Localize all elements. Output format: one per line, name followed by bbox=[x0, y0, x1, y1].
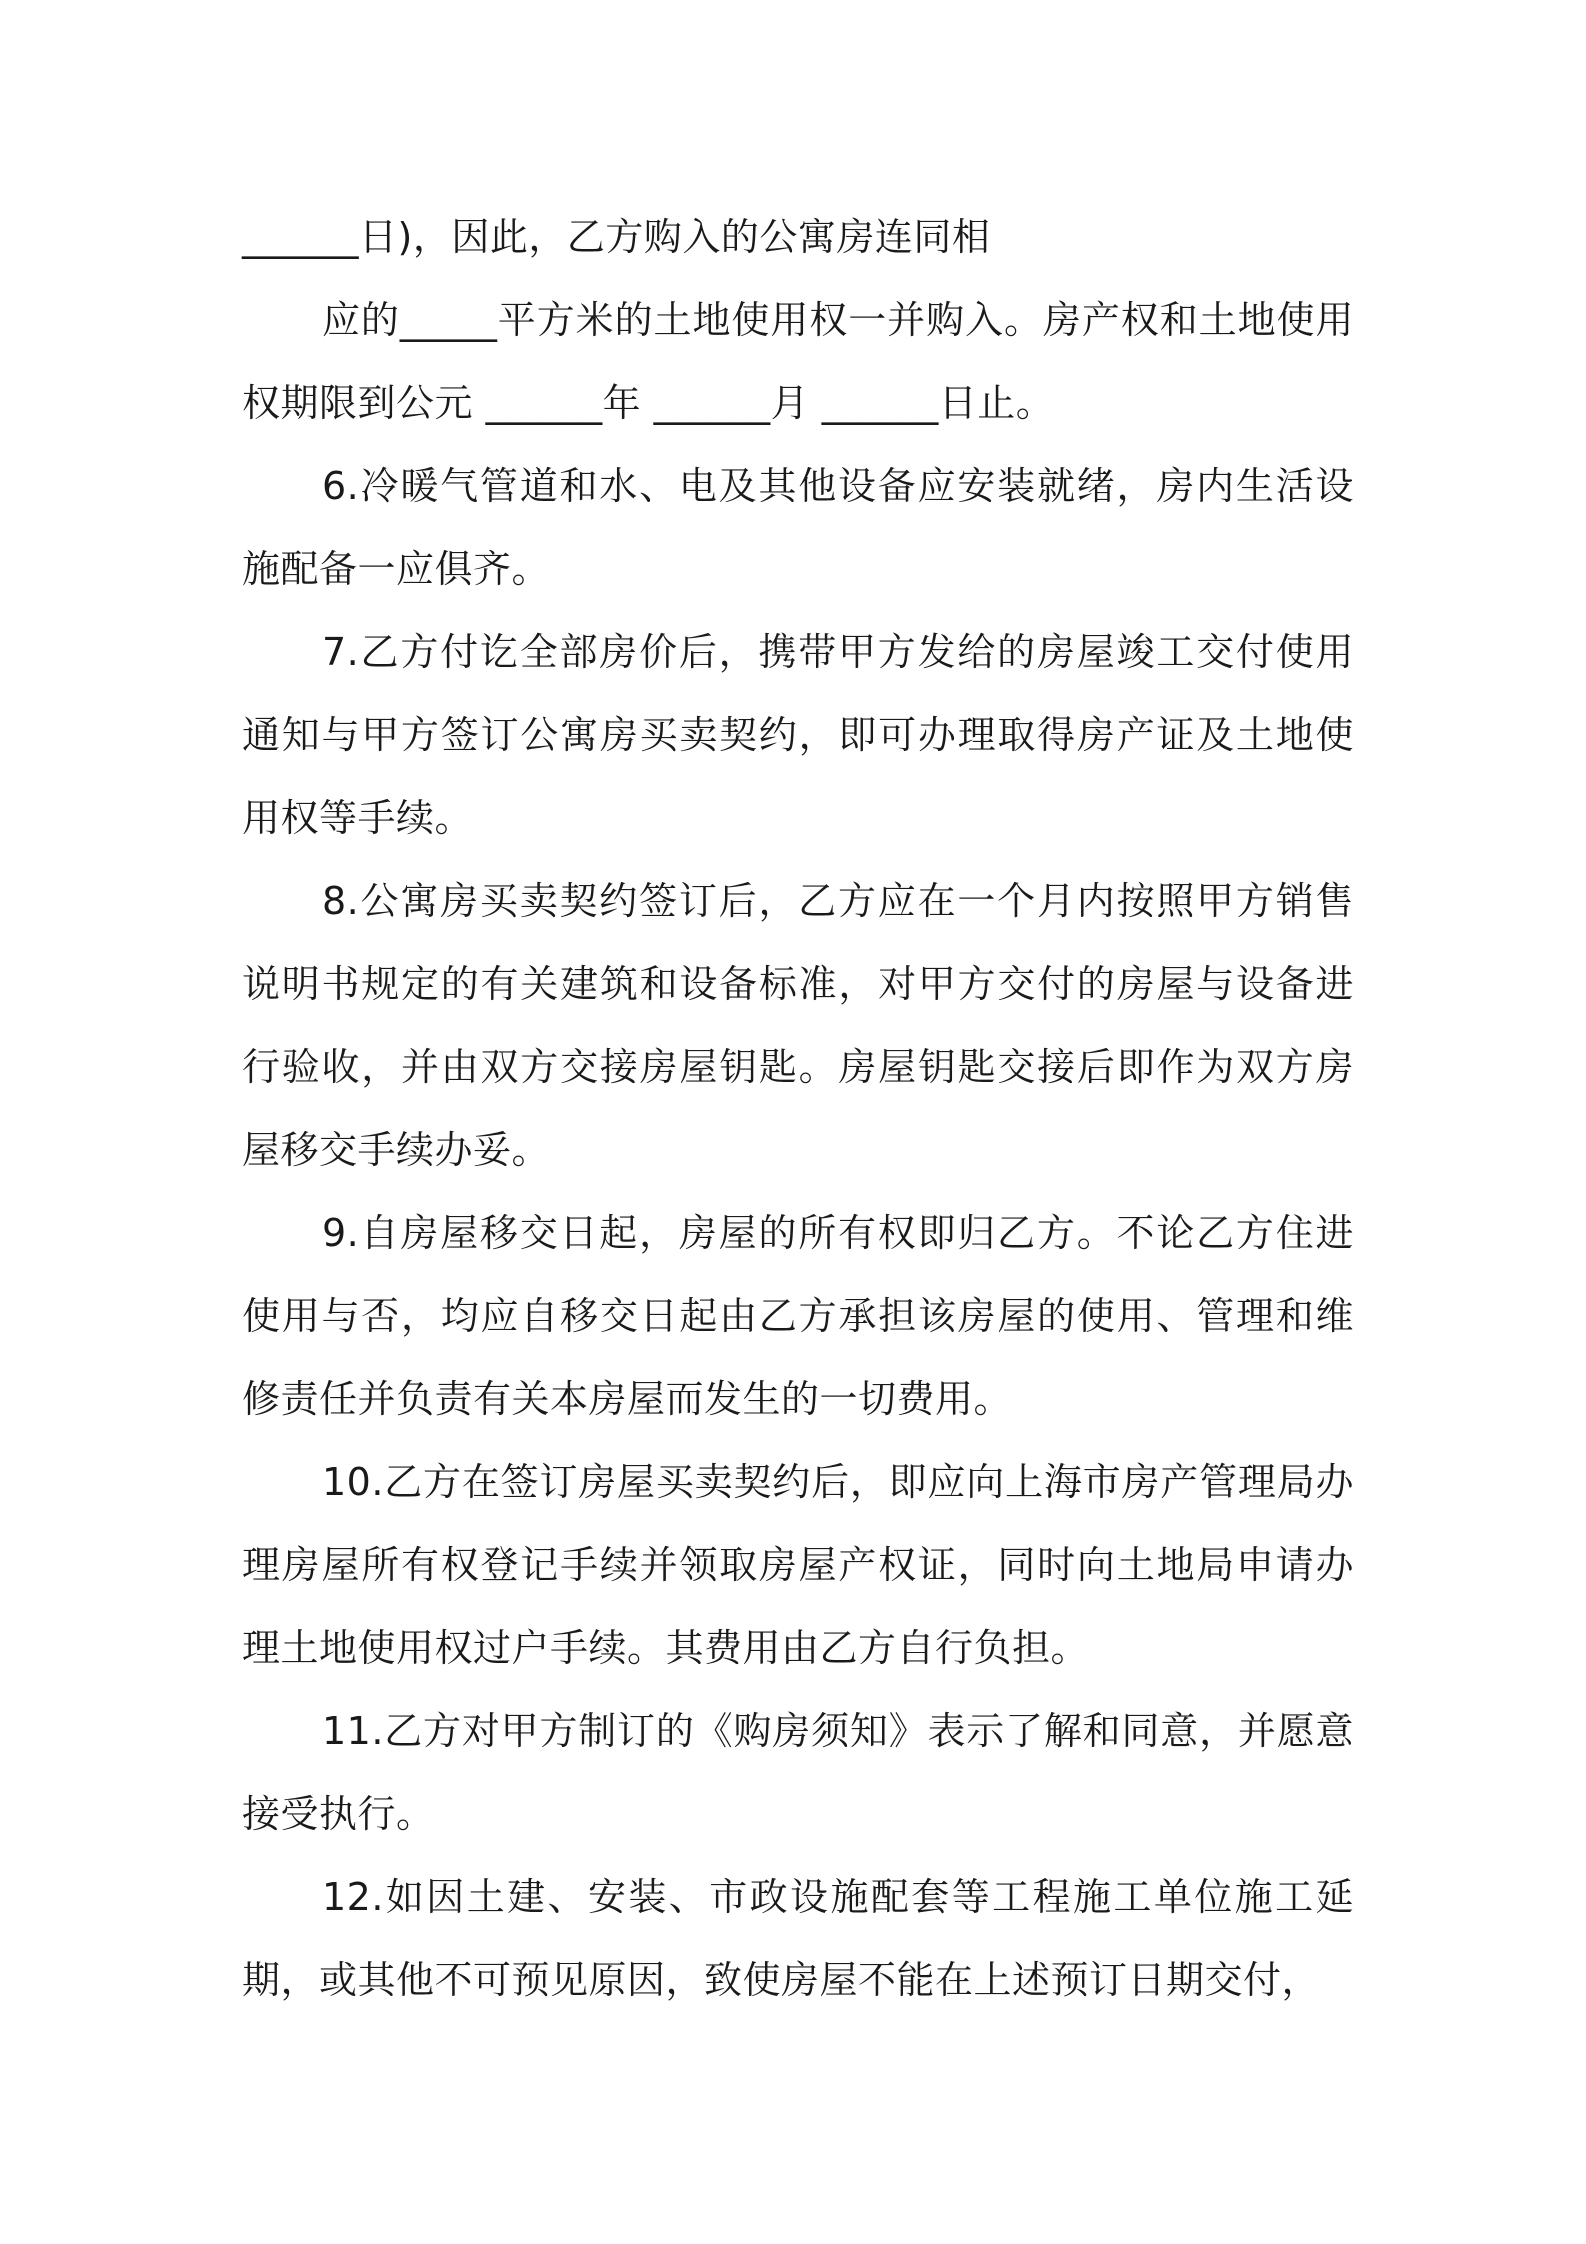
clause-11: 11.乙方对甲方制订的《购房须知》表示了解和同意，并愿意接受执行。 bbox=[242, 1709, 1354, 1836]
clause-10: 10.乙方在签订房屋买卖契约后，即应向上海市房产管理局办理房屋所有权登记手续并领取房屋产权证，同时向土地局申请办理土地使用权过户手续。其费用由乙方自行负担。 bbox=[242, 1460, 1354, 1670]
paragraph-continuation: ______日)，因此，乙方购入的公寓房连同相 bbox=[242, 215, 991, 259]
clause-7: 7.乙方付讫全部房价后，携带甲方发给的房屋竣工交付使用通知与甲方签订公寓房买卖契约，即可办理取得房产证及土地使用权等手续。 bbox=[242, 630, 1354, 840]
paragraph-land-use-right: 应的_____平方米的土地使用权一并购入。房产权和土地使用权期限到公元 ______年 ______月 ______日止。 bbox=[242, 298, 1354, 425]
clause-8: 8.公寓房买卖契约签订后，乙方应在一个月内按照甲方销售说明书规定的有关建筑和设备标准，对甲方交付的房屋与设备进行验收，并由双方交接房屋钥匙。房屋钥匙交接后即作为双方房屋移交手续办妥。 bbox=[242, 879, 1354, 1172]
clause-9: 9.自房屋移交日起，房屋的所有权即归乙方。不论乙方住进使用与否，均应自移交日起由乙方承担该房屋的使用、管理和维修责任并负责有关本房屋而发生的一切费用。 bbox=[242, 1211, 1354, 1421]
clause-6: 6.冷暖气管道和水、电及其他设备应安装就绪，房内生活设施配备一应俱齐。 bbox=[242, 464, 1354, 591]
clause-12: 12.如因土建、安装、市政设施配套等工程施工单位施工延期，或其他不可预见原因，致使房屋不能在上述预订日期交付， bbox=[242, 1875, 1354, 2002]
contract-body bbox=[242, 196, 1354, 2022]
